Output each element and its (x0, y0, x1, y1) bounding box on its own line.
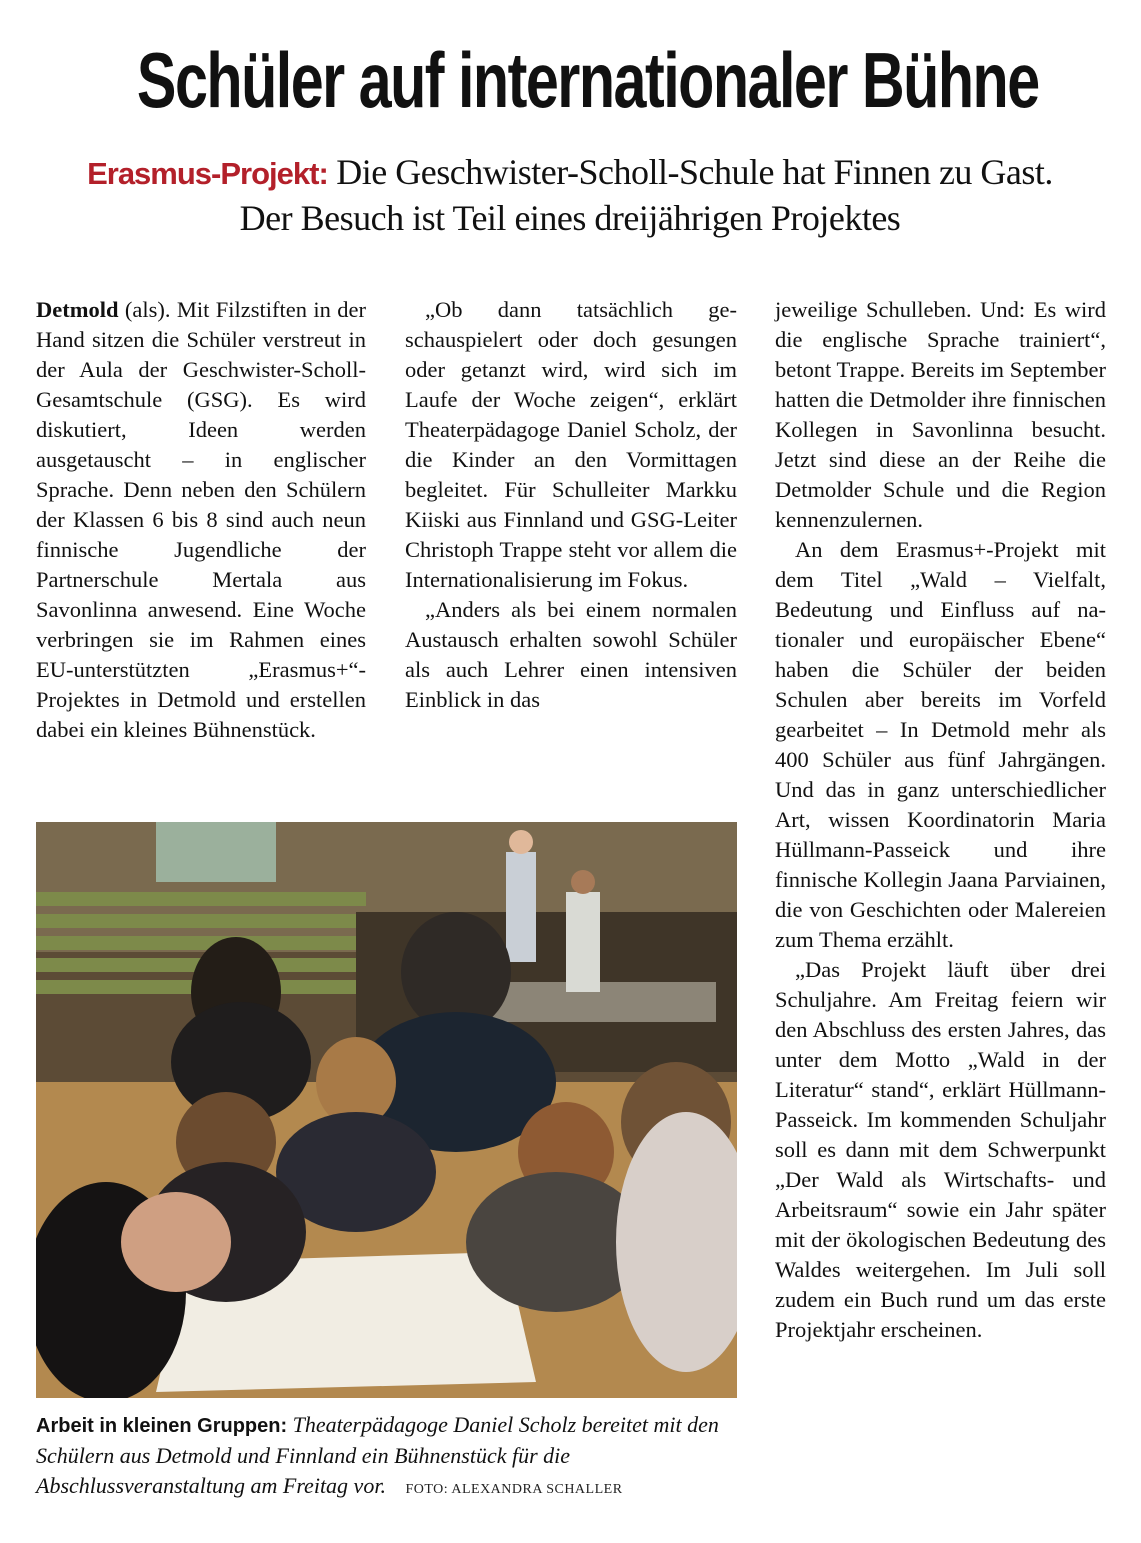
subhead-kicker: Erasmus-Projekt: (87, 156, 328, 191)
text-column-2 (405, 295, 737, 715)
text-column-1 (36, 295, 366, 745)
subhead-line-2: Der Besuch ist Teil eines dreijährigen Projektes (239, 198, 901, 238)
paragraph-text: (als). Mit Filzstiften in der Hand sitzen die Schüler verstreut in der Aula der Geschwister-Scholl-Gesamtschule (GSG). Es wird diskutiert, Ideen werden ausgetauscht – in englischer Sprache. Denn neben den Schülern der Klassen 6 bis 8 sind auch neun finnische Jugendliche der Partnerschule Mertala aus Savonlinna anwesend. Eine Woche verbringen sie im Rahmen eines EU-unterstützten „Erasmus+“-Projektes in Detmold und erstellen dabei ein kleines Bühnenstück. (36, 297, 367, 742)
paragraph (36, 295, 366, 745)
photo-caption (36, 1410, 737, 1505)
caption-text: Theaterpädagoge Daniel Scholz bereitet mit den Schülern aus Detmold und Finnland ein Bühnenstück für die Abschlussveranstaltung am Freitag vor. (36, 1412, 719, 1498)
paragraph: „Das Projekt läuft über drei Schuljahre. Am Freitag feiern wir den Abschluss des ersten Jahres, das unter dem Motto „Wald in der Literatur“ stand“, erklärt Hüllmann-Passeick. Im kommenden Schuljahr soll es dann mit dem Schwerpunkt „Der Wald als Wirtschafts- und Arbeitsraum“ sowie ein Jahr später mit der ökologischen Bedeutung des Waldes weitergehen. Im Juli soll zudem ein Buch rund um das erste Projektjahr erscheinen. (775, 957, 1106, 1342)
photo-illustration (36, 822, 737, 1398)
article-photo (36, 822, 737, 1398)
paragraph: jeweilige Schulleben. Und: Es wird die englische Sprache trainiert“, betont Trappe. Bereits im September hatten die Detmolder ihre finnischen Kollegen in Savonlinna besucht. Jetzt sind diese an der Reihe die Detmolder Schule und die Region kennenzulernen. (775, 297, 1106, 532)
dateline: Detmold (36, 297, 119, 322)
paragraph: „Anders als bei einem normalen Austausch erhalten sowohl Schüler als auch Lehrer einen intensiven Einblick in das (405, 597, 737, 712)
paragraph: An dem Erasmus+-Projekt mit dem Titel „Wald – Vielfalt, Bedeutung und Einfluss auf nationaler und europäischer Ebene“ haben die Schüler der beiden Schulen aber bereits im Vorfeld gearbeitet – In Detmold mehr als 400 Schüler aus fünf Jahrgängen. Und das in ganz unterschiedlicher Art, wissen Koordinatorin Maria Hüllmann-Passeick und ihre finnische Kollegin Jaana Parviainen, die von Geschichten oder Malereien zum Thema erzählt. (775, 537, 1106, 952)
subhead-line-1: Die Geschwister-Scholl-Schule hat Finnen zu Gast. (336, 152, 1053, 192)
paragraph: „Ob dann tatsächlich geschauspielert oder doch gesungen oder getanzt wird, wird sich im Laufe der Woche zeigen“, erklärt Theaterpädagoge Daniel Scholz, der die Kinder an den Vormittagen begleitet. Für Schulleiter Markku Kiiski aus Finnland und GSG-Leiter Christoph Trappe steht vor allem die Internationalisierung im Fokus. (405, 297, 737, 592)
text-column-3 (775, 295, 1106, 1345)
caption-lead: Arbeit in kleinen Gruppen: (36, 1415, 288, 1437)
article-subhead (20, 150, 1120, 240)
article-headline: Schüler auf internationaler Bühne (136, 36, 1039, 124)
photo-credit: FOTO: ALEXANDRA SCHALLER (405, 1482, 623, 1497)
